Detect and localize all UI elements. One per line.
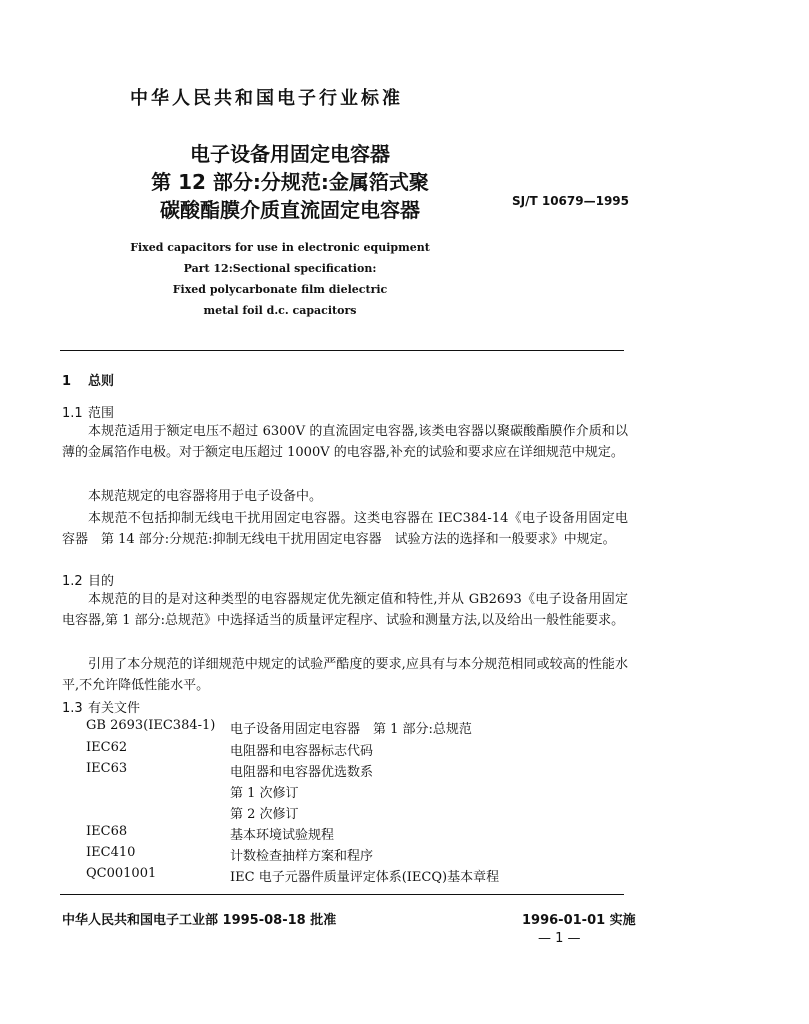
title-chinese-line-1: 电子设备用固定电容器 [190,142,390,166]
section-title: 有关文件 [88,701,141,716]
reference-description: 基本环境试验规程 [230,828,335,843]
reference-code: IEC63 [86,761,128,776]
section-title: 目的 [88,574,115,589]
reference-code: IEC62 [86,740,128,755]
title-english-line-1: Fixed capacitors for use in electronic equipment [130,241,430,254]
header-divider [60,350,624,351]
paragraph-purpose-1: 本规范的目的是对这种类型的电容器规定优先额定值和特性,并从 GB2693《电子设备用固定电容器,第 1 部分:总规范》中选择适当的质量评定程序、试验和测量方法,以及给出一般性能要求。 [62,592,628,628]
title-chinese [140,140,440,224]
reference-code: GB 2693(IEC384-1) [86,718,216,733]
approval-statement: 中华人民共和国电子工业部 1995-08-18 批准 [62,913,337,928]
section-title: 范围 [88,406,115,421]
section-title: 总则 [88,374,115,389]
paragraph-scope-1: 本规范适用于额定电压不超过 6300V 的直流固定电容器,该类电容器以聚碳酸酯膜作介质和以薄的金属箔作电极。对于额定电压超过 1000V 的电容器,补充的试验和要求应在详细规范中规定。 [62,424,628,460]
standard-code: SJ/T 10679—1995 [512,194,629,208]
section-1-2-heading [62,570,114,589]
reference-code: IEC410 [86,845,136,860]
paragraph-scope-2: 本规范规定的电容器将用于电子设备中。 [88,489,323,504]
reference-description: 电子设备用固定电容器 第 1 部分:总规范 [230,722,472,737]
footer-divider [60,894,624,895]
section-1-heading [62,370,114,389]
section-number: 1.2 [62,574,83,589]
title-english [105,237,455,321]
standard-organization: 中华人民共和国电子行业标准 [130,88,403,109]
reference-description: 电阻器和电容器优选数系 [230,765,374,780]
reference-code: IEC68 [86,824,128,839]
section-number: 1.3 [62,701,83,716]
reference-description: 计数检查抽样方案和程序 [230,849,374,864]
section-number: 1.1 [62,406,83,421]
title-english-line-3: Fixed polycarbonate film dielectric [172,283,388,296]
reference-description: 第 1 次修订 [230,786,299,801]
title-english-line-4: metal foil d.c. capacitors [203,304,357,317]
title-chinese-line-3: 碳酸酯膜介质直流固定电容器 [160,198,420,222]
title-english-line-2: Part 12:Sectional specification: [183,262,377,275]
section-number: 1 [62,374,72,389]
reference-code: QC001001 [86,866,157,881]
title-chinese-line-2: 第 12 部分:分规范:金属箔式聚 [151,170,429,194]
effective-date: 1996-01-01 实施 [522,913,636,928]
section-1-3-heading [62,697,140,716]
page-number: — 1 — [538,931,581,946]
section-1-1-heading [62,402,114,421]
reference-description: 第 2 次修订 [230,807,299,822]
paragraph-scope-3: 本规范不包括抑制无线电干扰用固定电容器。这类电容器在 IEC384-14《电子设备用固定电容器 第 14 部分:分规范:抑制无线电干扰用固定电容器 试验方法的选择和一般要求》中规定。 [62,511,628,547]
paragraph-purpose-2: 引用了本分规范的详细规范中规定的试验严酷度的要求,应具有与本分规范相同或较高的性能水平,不允许降低性能水平。 [62,657,628,693]
reference-description: 电阻器和电容器标志代码 [230,744,374,759]
reference-description: IEC 电子元器件质量评定体系(IECQ)基本章程 [230,870,500,885]
